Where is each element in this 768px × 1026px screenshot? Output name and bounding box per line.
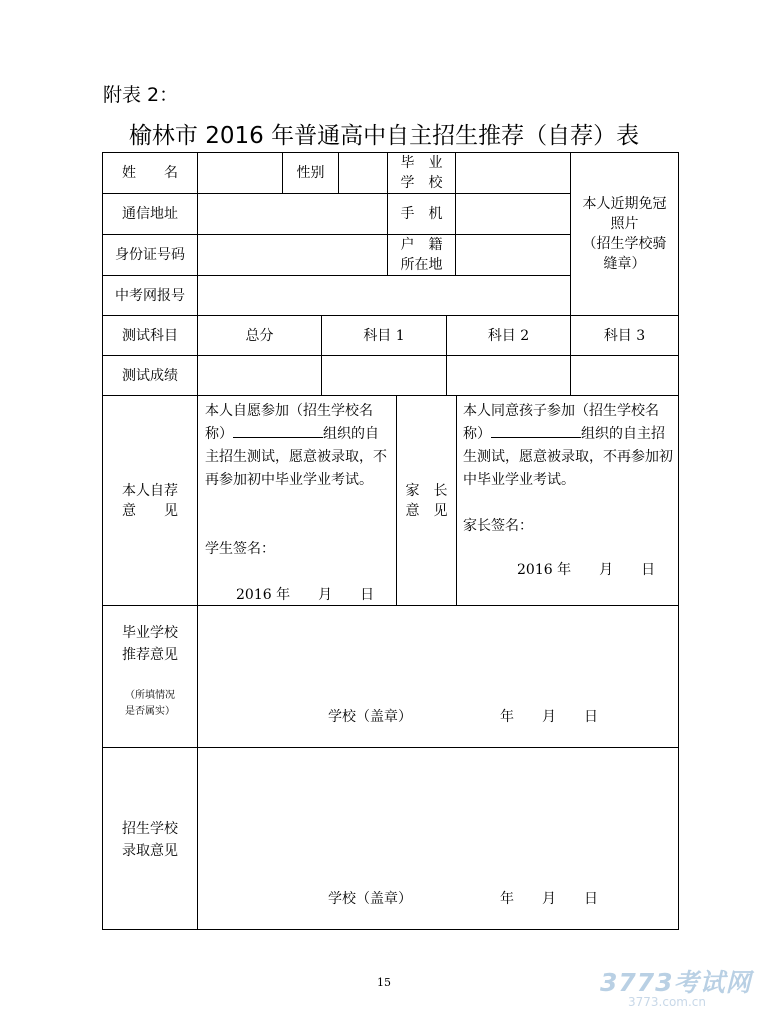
admission-school-opinion-label: 招生学校 录取意见 [122, 821, 178, 859]
parent-school-blank[interactable] [491, 423, 581, 438]
score-3-field[interactable] [571, 356, 678, 395]
parent-opinion-statement: 本人同意孩子参加（招生学校名称） 组织的自主招生测试，愿意被录取，不再参加初中毕业学业考试。 [463, 403, 673, 488]
phone-field[interactable] [456, 194, 570, 234]
self-school-blank[interactable] [233, 423, 323, 438]
hukou-field[interactable] [456, 235, 570, 275]
parent-signature-date: 2016 年 月 日 [517, 562, 656, 578]
test-score-label: 测试成绩 [122, 367, 178, 384]
graduation-school-date: 年 月 日 [500, 709, 598, 725]
score-1-field[interactable] [322, 356, 446, 395]
graduation-school-opinion-field[interactable] [198, 606, 678, 747]
subject-3: 科目 3 [603, 327, 646, 344]
address-field[interactable] [198, 194, 387, 234]
subject-total: 总分 [245, 327, 274, 344]
parent-signature-label: 家长签名： [463, 518, 533, 534]
graduation-school-field[interactable] [456, 153, 570, 193]
watermark-logo [600, 963, 752, 1009]
exam-registration-label: 中考网报号 [115, 287, 185, 304]
student-signature-label: 学生签名： [205, 541, 275, 557]
address-label: 通信地址 [122, 206, 178, 222]
fact-check-note: （所填情况 是否属实） [125, 690, 175, 717]
self-opinion-label: 本人自荐 意 见 [122, 482, 178, 519]
id-number-label: 身份证号码 [115, 247, 185, 263]
photo-placeholder: 本人近期免冠 照片 （招生学校骑 缝章） [582, 196, 667, 272]
test-subject-label: 测试科目 [122, 327, 178, 344]
id-number-field[interactable] [198, 235, 387, 275]
name-field[interactable] [198, 153, 282, 193]
hukou-label: 户 籍 所在地 [400, 237, 443, 273]
student-signature-date: 2016 年 月 日 [236, 587, 375, 603]
watermark-main: 3773考试网 [600, 968, 752, 997]
gender-field[interactable] [339, 153, 387, 193]
admission-school-opinion-field[interactable] [198, 748, 678, 929]
page-number: 15 [377, 976, 391, 989]
parent-opinion-label: 家 长 意 见 [405, 482, 448, 519]
score-total-field[interactable] [198, 356, 321, 395]
admission-school-seal: 学校（盖章） [328, 891, 412, 907]
watermark-sub: 3773.com.cn [628, 995, 706, 1009]
subject-2: 科目 2 [487, 327, 530, 344]
phone-label: 手 机 [400, 206, 443, 222]
form-title: 榆林市 2016 年普通高中自主招生推荐（自荐）表 [128, 123, 640, 149]
subject-1: 科目 1 [363, 327, 405, 344]
gender-label: 性别 [296, 165, 325, 181]
self-opinion-statement: 本人自愿参加（招生学校名称） 组织的自主招生测试，愿意被录取，不再参加初中毕业学业考试。 [205, 403, 387, 488]
appendix-label: 附表 2： [103, 84, 179, 106]
admission-school-date: 年 月 日 [500, 891, 598, 907]
graduation-school-opinion-label: 毕业学校 推荐意见 [122, 625, 178, 663]
name-label: 姓 名 [122, 165, 178, 181]
score-2-field[interactable] [447, 356, 570, 395]
graduation-school-label: 毕 业 学 校 [400, 155, 443, 191]
exam-registration-field[interactable] [198, 276, 570, 315]
graduation-school-seal: 学校（盖章） [328, 709, 412, 725]
